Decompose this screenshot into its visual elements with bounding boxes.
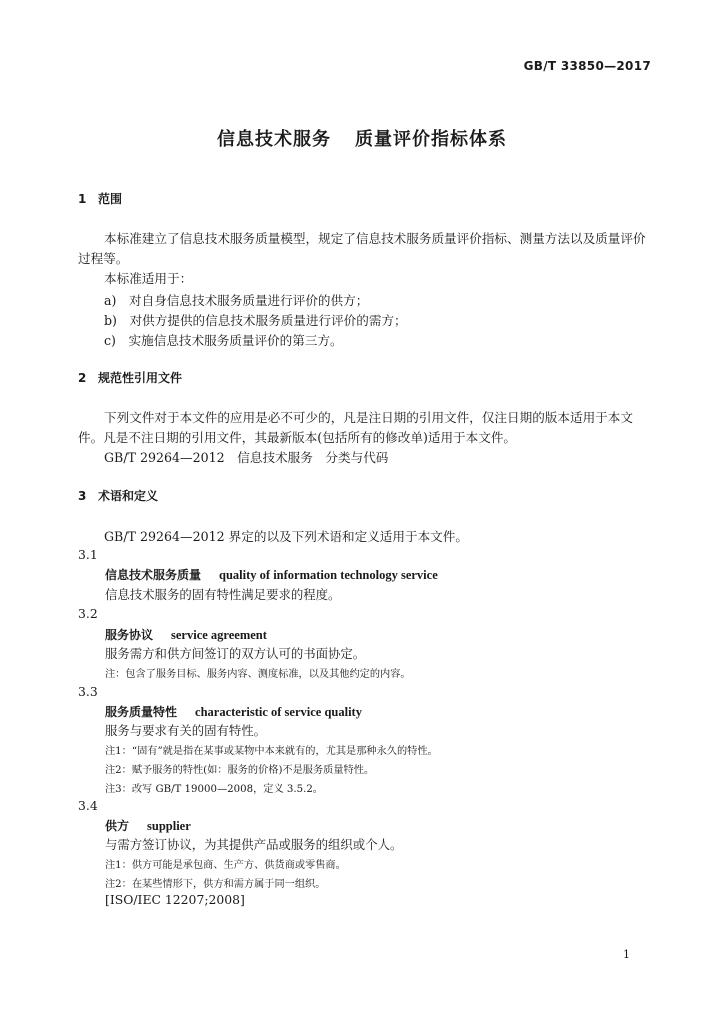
section-title: 术语和定义 — [98, 489, 159, 503]
term-entry — [105, 626, 267, 643]
page-number: 1 — [623, 948, 630, 961]
term-number: 3.4 — [78, 798, 98, 813]
section-number: 3 — [78, 489, 87, 503]
term-zh: 服务协议 — [105, 628, 154, 642]
section-3-heading — [78, 487, 158, 504]
term-note: 注2：赋予服务的特性(如：服务的价格)不是服务质量特性。 — [105, 765, 375, 776]
term-definition: 服务与要求有关的固有特性。 — [105, 723, 267, 738]
term-definition: 服务需方和供方间签订的双方认可的书面协定。 — [105, 646, 366, 661]
term-zh: 服务质量特性 — [105, 705, 178, 719]
term-note: 注1：“固有”就是指在某事或某物中本来就有的，尤其是那种永久的特性。 — [105, 746, 438, 757]
term-note: 注1：供方可能是承包商、生产方、供货商或零售商。 — [105, 860, 346, 871]
section-2-heading — [78, 369, 182, 386]
list-item: c) 实施信息技术服务质量评价的第三方。 — [104, 333, 343, 348]
paragraph-line: 本标准建立了信息技术服务质量模型，规定了信息技术服务质量评价指标、测量方法以及质量评价 — [104, 231, 646, 246]
term-entry — [105, 817, 191, 834]
term-en: supplier — [147, 819, 191, 833]
term-zh: 信息技术服务质量 — [105, 568, 202, 582]
term-note: 注3：改写 GB/T 19000—2008，定义 3.5.2。 — [105, 784, 323, 795]
term-number: 3.2 — [78, 606, 98, 621]
term-en: quality of information technology service — [219, 568, 438, 582]
term-zh: 供方 — [105, 819, 130, 833]
term-entry — [105, 703, 362, 720]
paragraph-line: GB/T 29264—2012 界定的以及下列术语和定义适用于本文件。 — [104, 529, 468, 544]
standard-number: GB/T 33850—2017 — [523, 59, 651, 73]
section-title: 范围 — [98, 192, 123, 206]
term-note: 注2：在某些情形下，供方和需方属于同一组织。 — [105, 879, 326, 890]
term-en: characteristic of service quality — [195, 705, 362, 719]
normative-reference: GB/T 29264—2012 信息技术服务 分类与代码 — [104, 450, 389, 465]
section-number: 2 — [78, 371, 87, 385]
list-item: a) 对自身信息技术服务质量进行评价的供方； — [104, 293, 369, 308]
title-part-2: 质量评价指标体系 — [355, 129, 507, 150]
term-en: service agreement — [171, 628, 267, 642]
paragraph-line: 过程等。 — [78, 251, 129, 266]
paragraph-line: 本标准适用于： — [104, 271, 193, 286]
term-definition: 与需方签订协议，为其提供产品或服务的组织或个人。 — [105, 837, 403, 852]
section-number: 1 — [78, 192, 87, 206]
section-title: 规范性引用文件 — [98, 371, 183, 385]
term-number: 3.3 — [78, 684, 98, 699]
paragraph-line: 件。凡是不注日期的引用文件，其最新版本(包括所有的修改单)适用于本文件。 — [78, 430, 517, 445]
paragraph-line: 下列文件对于本文件的应用是必不可少的，凡是注日期的引用文件，仅注日期的版本适用于本文 — [104, 410, 633, 425]
document-title — [0, 125, 724, 151]
term-definition: 信息技术服务的固有特性满足要求的程度。 — [105, 587, 341, 602]
term-number: 3.1 — [78, 547, 98, 562]
list-item: b) 对供方提供的信息技术服务质量进行评价的需方； — [104, 313, 407, 328]
term-note: 注：包含了服务目标、服务内容、测度标准，以及其他约定的内容。 — [105, 669, 411, 680]
term-entry — [105, 566, 438, 583]
section-1-heading — [78, 190, 122, 207]
title-part-1: 信息技术服务 — [217, 129, 331, 150]
term-source: [ISO/IEC 12207;2008] — [105, 892, 245, 907]
